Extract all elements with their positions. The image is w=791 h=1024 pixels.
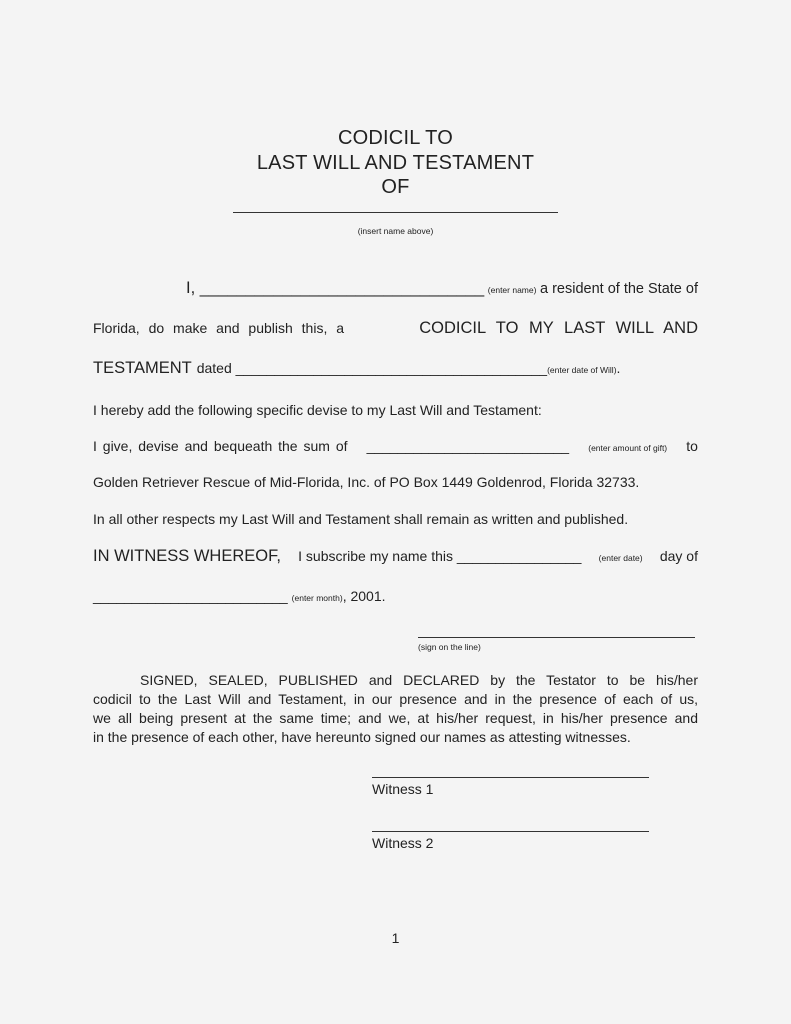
row-dated [93, 359, 620, 378]
other-respects-text: In all other respects my Last Will and Testament shall remain as written and published. [93, 511, 629, 527]
date-hint: (enter date) [598, 553, 643, 563]
testament-emphasis: TESTAMENT [93, 359, 192, 377]
witness-2-label: Witness 2 [372, 835, 434, 851]
year-text: , 2001. [342, 588, 386, 604]
witness-1-label: Witness 1 [372, 781, 434, 797]
declaration-line: in the presence of each other, have hereunto signed our names as attesting witnesses. [93, 729, 631, 745]
title-line-1: CODICIL TO [338, 127, 453, 149]
bequeath-text: I give, devise and bequeath the sum of [93, 438, 348, 454]
will-date-blank[interactable]: dated ________________________________________ [196, 360, 548, 376]
codicil-emphasis: CODICIL TO MY LAST WILL AND [419, 319, 698, 337]
gift-amount-hint: (enter amount of gift) [588, 443, 668, 453]
subscribe-date-blank[interactable]: I subscribe my name this ________________ [298, 548, 582, 564]
row-publish [93, 319, 698, 338]
row-month [93, 588, 386, 604]
sign-hint: (sign on the line) [418, 642, 481, 652]
name-hint: (insert name above) [357, 226, 434, 236]
add-devise-text: I hereby add the following specific devise to my Last Will and Testament: [93, 402, 542, 418]
day-of-text: day of [659, 548, 698, 564]
witness-whereof-emphasis: IN WITNESS WHEREOF, [93, 547, 281, 565]
publish-text: Florida, do make and publish this, a [93, 320, 345, 336]
name-hint-inline: (enter name) [487, 285, 537, 295]
beneficiary-text: Golden Retriever Rescue of Mid-Florida, Inc. of PO Box 1449 Goldenrod, Florida 32733. [93, 474, 640, 490]
declaration-line: codicil to the Last Will and Testament, in our presence and in the presence of each of us, [93, 691, 698, 707]
month-blank[interactable]: _________________________ [93, 588, 288, 604]
row-enter-name [186, 279, 698, 298]
name-blank[interactable]: I, _______________________________ [186, 279, 485, 297]
declaration-paragraph [93, 671, 698, 747]
to-text: to [686, 438, 698, 454]
will-date-hint: (enter date of Will) [547, 365, 617, 375]
testator-signature-line[interactable] [418, 637, 695, 638]
month-hint: (enter month) [291, 593, 343, 603]
resident-text: a resident of the State of [540, 281, 698, 297]
testator-name-line[interactable] [233, 212, 558, 213]
witness-1-signature-line[interactable] [372, 777, 649, 778]
gift-amount-blank[interactable]: __________________________ [366, 438, 570, 454]
title-line-2: LAST WILL AND TESTAMENT [256, 152, 535, 174]
period: . [616, 360, 621, 376]
declaration-line: SIGNED, SEALED, PUBLISHED and DECLARED by the Testator to be his/her [140, 672, 698, 688]
row-witness-whereof [93, 547, 698, 566]
title-line-3: OF [381, 176, 410, 198]
witness-2-signature-line[interactable] [372, 831, 649, 832]
declaration-line: we all being present at the same time; and we, at his/her request, in his/her presence and [93, 710, 698, 726]
page-number: 1 [391, 930, 400, 946]
row-gift [93, 438, 698, 454]
